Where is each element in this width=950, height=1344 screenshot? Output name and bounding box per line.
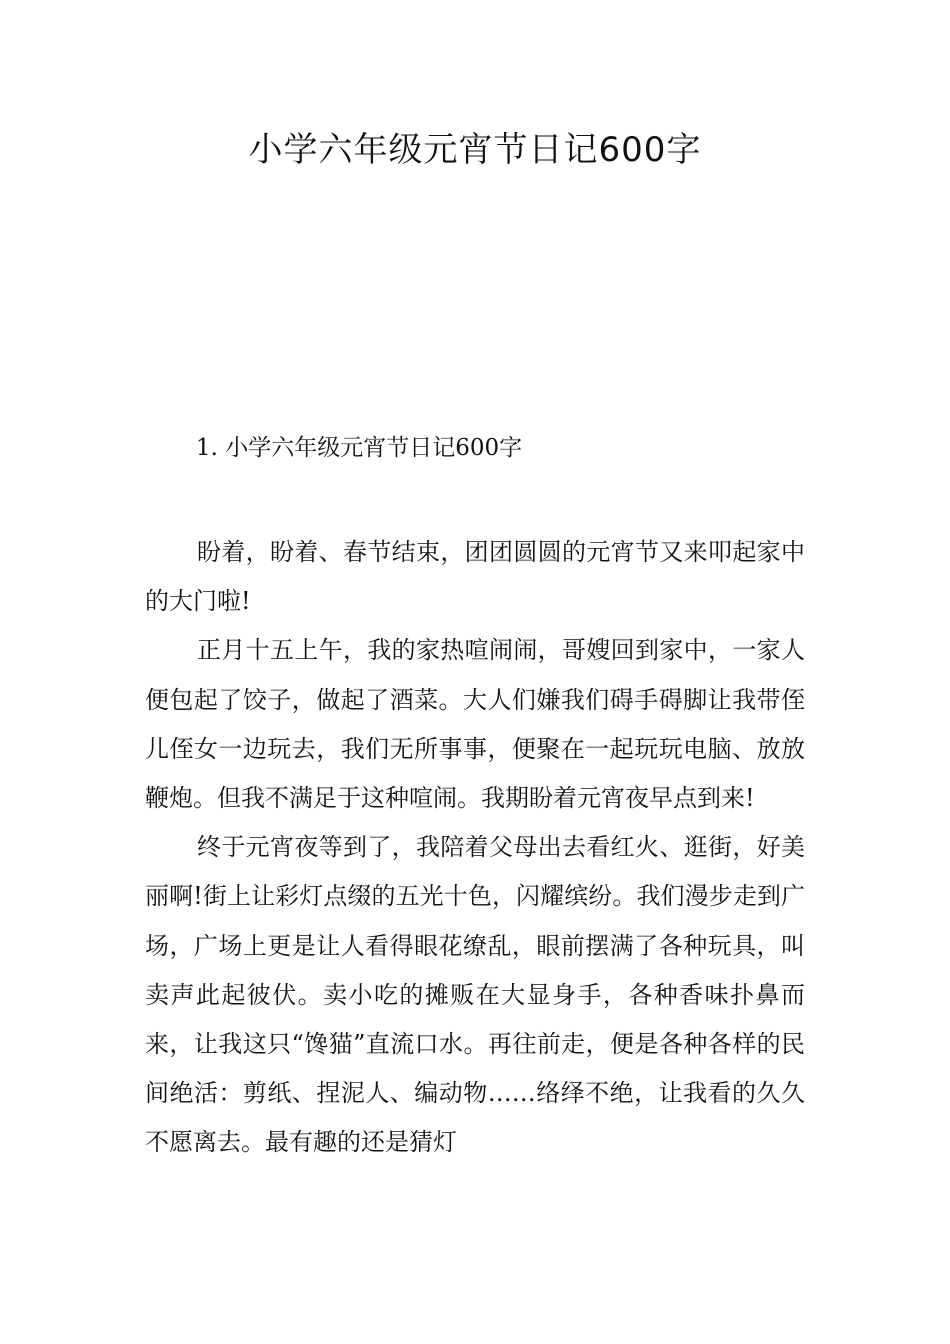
- document-title: 小学六年级元宵节日记600字: [248, 130, 702, 170]
- section-heading: 1. 小学六年级元宵节日记600字: [196, 435, 523, 461]
- paragraph: 终于元宵夜等到了，我陪着父母出去看红火、逛街，好美丽啊!街上让彩灯点缀的五光十色，闪耀缤纷。我们漫步走到广场，广场上更是让人看得眼花缭乱，眼前摆满了各种玩具，叫卖声此起彼伏。卖小吃的摊贩在大显身手，各种香味扑鼻而来，让我这只“馋猫”直流口水。再往前走，便是各种各样的民间绝活：剪纸、捏泥人、编动物……络绎不绝，让我看的久久不愿离去。最有趣的还是猜灯: [145, 833, 805, 1157]
- paragraph: 盼着，盼着、春节结束，团团圆圆的元宵节又来叩起家中的大门啦!: [145, 538, 805, 616]
- document-body: [145, 528, 805, 1168]
- paragraph: 正月十五上午，我的家热喧闹闹，哥嫂回到家中，一家人便包起了饺子，做起了酒菜。大人们嫌我们碍手碍脚让我带侄儿侄女一边玩去，我们无所事事，便聚在一起玩玩电脑、放放鞭炮。但我不满足于这种喧闹。我期盼着元宵夜早点到来!: [145, 636, 805, 813]
